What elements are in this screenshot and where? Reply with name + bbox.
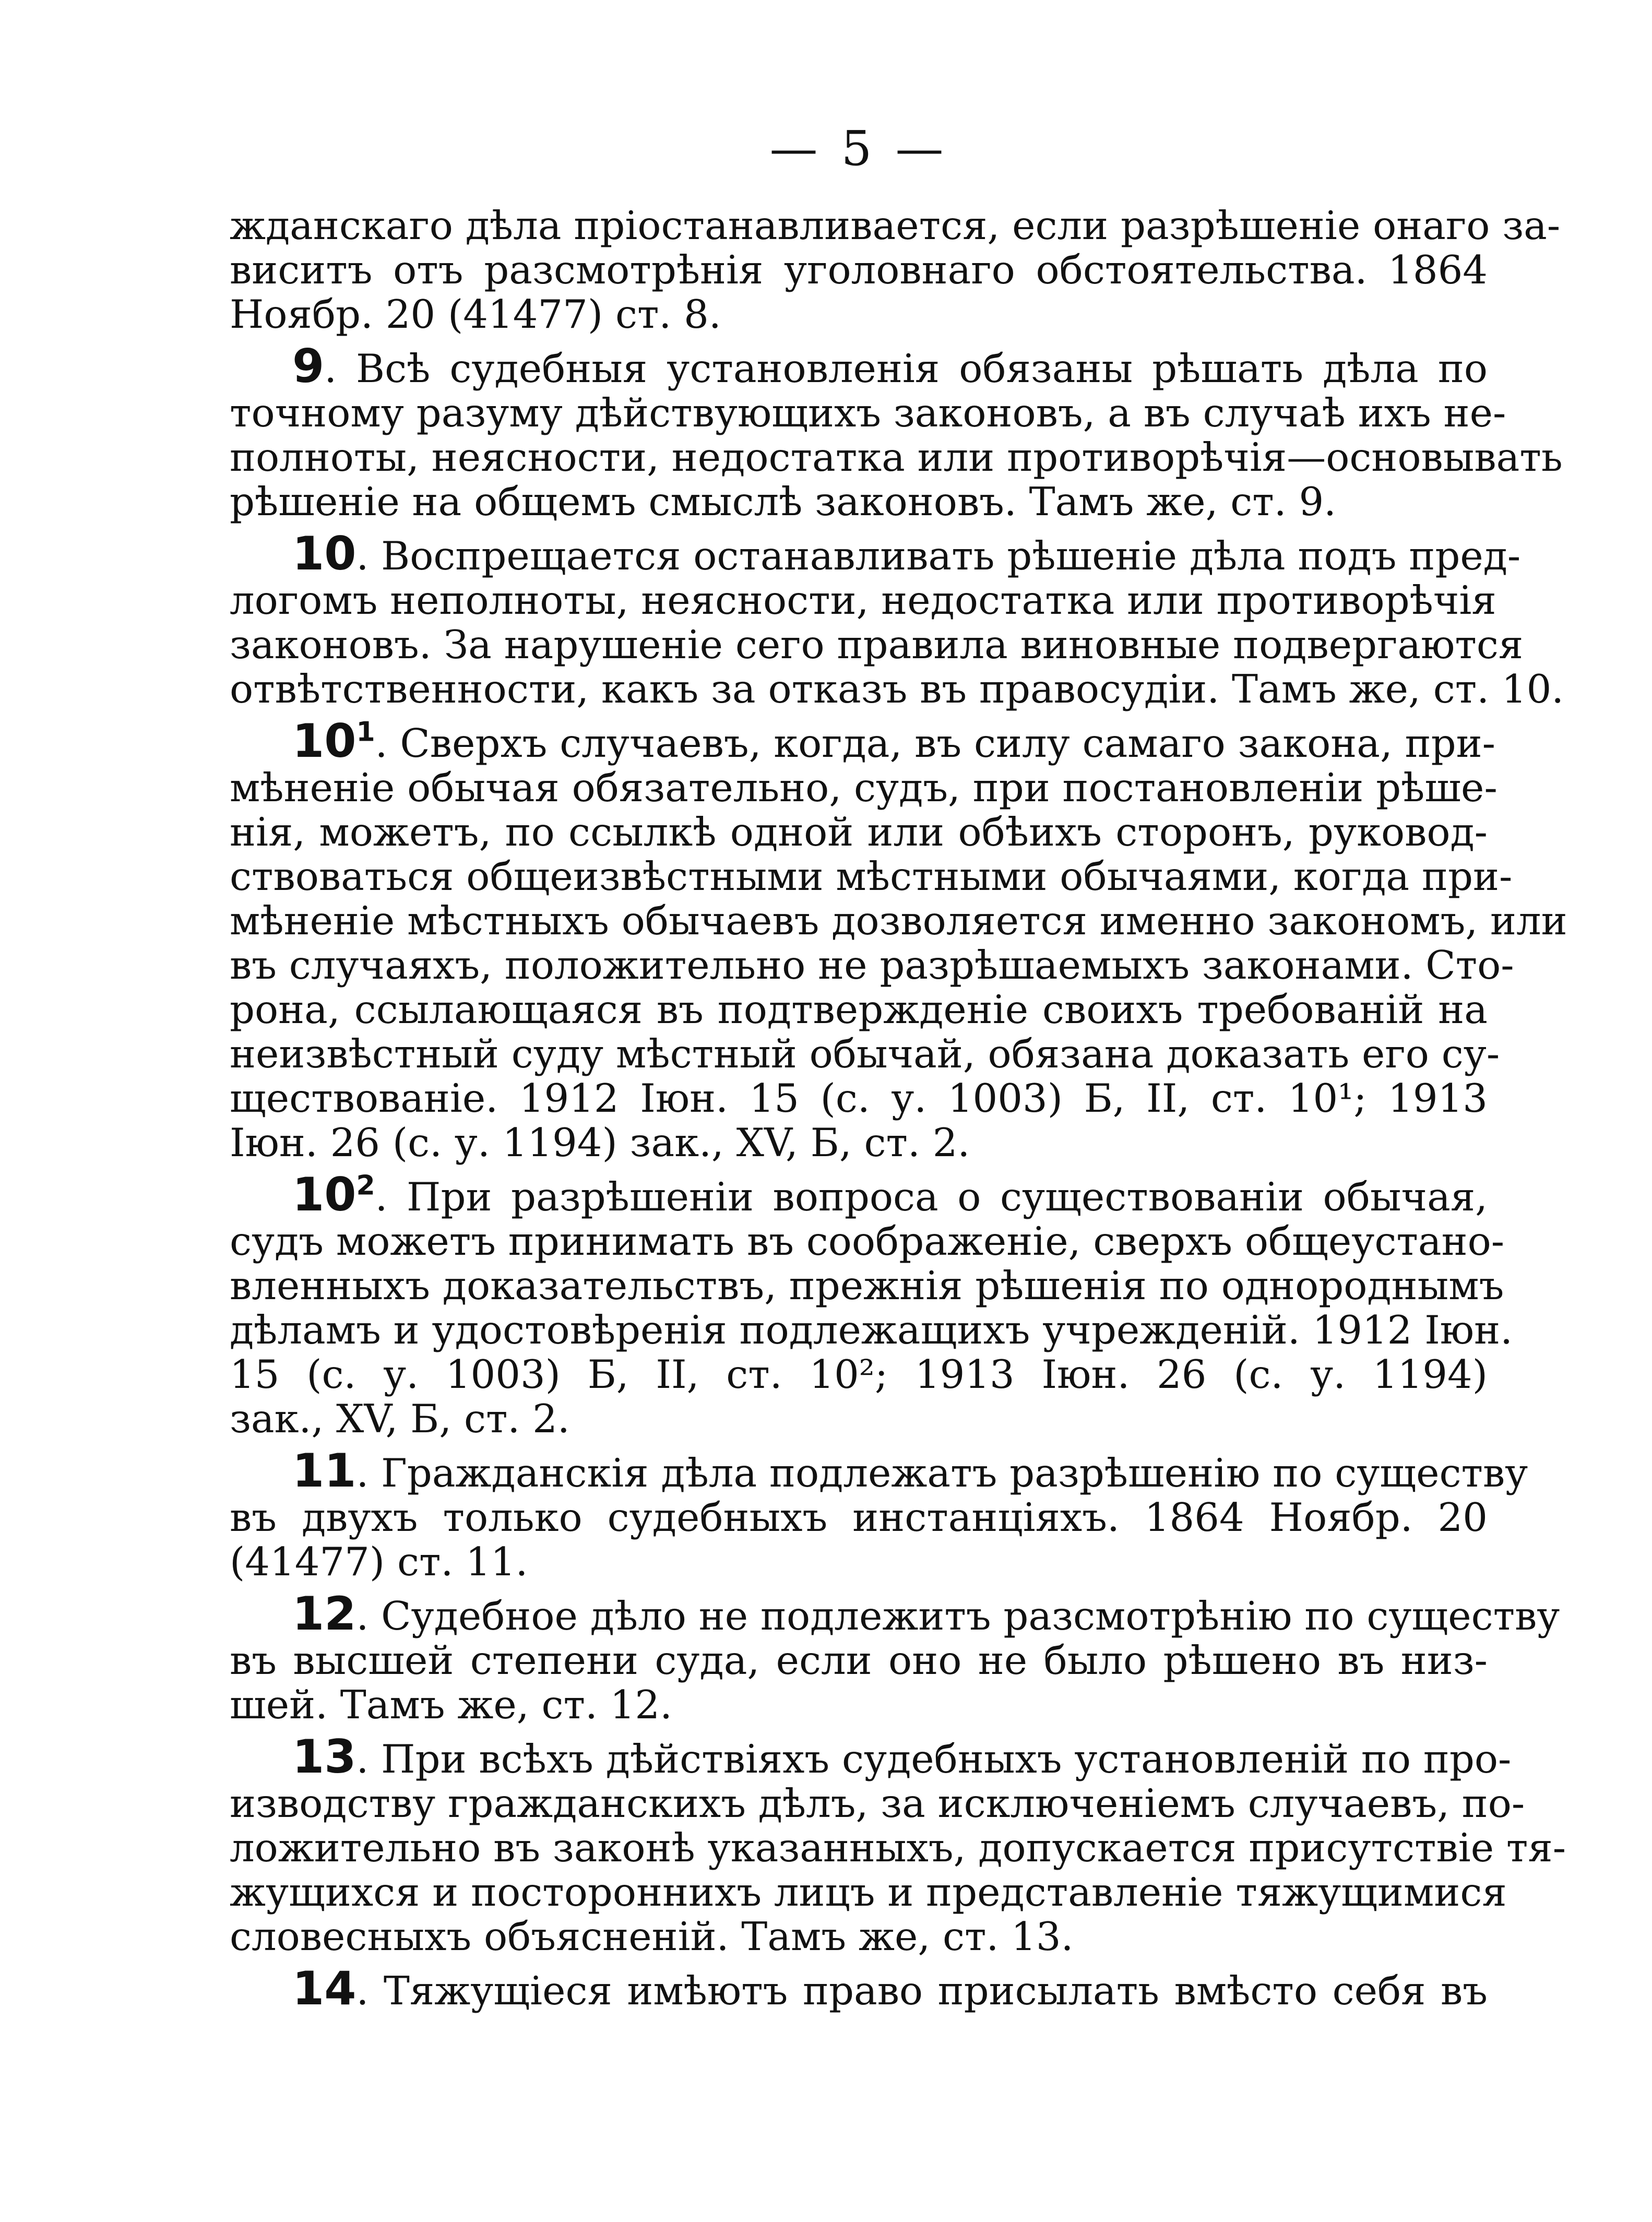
text-line: зак., XV, Б, ст. 2. [230, 1396, 570, 1442]
article-number-main: 10 [292, 1168, 356, 1221]
text-line: отвѣтственности, какъ за отказъ въ правосудіи. Тамъ же, ст. 10. [230, 666, 1564, 712]
article-number: 12 [292, 1587, 356, 1641]
text-segment: . Гражданскія дѣла подлежатъ разрѣшенію по существу [356, 1450, 1528, 1496]
text-line [230, 1730, 1512, 1784]
text-line: ствоваться общеизвѣстными мѣстными обычаями, когда при- [230, 853, 1513, 899]
text-line: нія, можетъ, по ссылкѣ одной или обѣихъ сторонъ, руковод- [230, 809, 1488, 855]
text-line: точному разуму дѣйствующихъ законовъ, а въ случаѣ ихъ не- [230, 390, 1506, 436]
text-line: шей. Тамъ же, ст. 12. [230, 1682, 672, 1728]
text-line: полноты, неясности, недостатка или противорѣчія—основывать [230, 434, 1563, 480]
text-line: 15 (с. у. 1003) Б, II, ст. 10²; 1913 Іюн. 26 (с. у. 1194) [230, 1351, 1488, 1397]
text-segment: . При разрѣшеніи вопроса о существованіи обычая, [375, 1174, 1488, 1220]
text-line: (41477) ст. 11. [230, 1539, 528, 1585]
article-12 [230, 1587, 1560, 1728]
text-line: вленныхъ доказательствъ, прежнія рѣшенія по однороднымъ [230, 1263, 1504, 1309]
text-line: ложительно въ законѣ указанныхъ, допускается присутствіе тя- [230, 1825, 1566, 1871]
article-number [292, 1168, 375, 1221]
text-line [230, 527, 1521, 580]
article-number-sup: 1 [356, 716, 375, 748]
text-line: ществованіе. 1912 Іюн. 15 (с. у. 1003) Б, II, ст. 10¹; 1913 [230, 1075, 1488, 1121]
text-line: виситъ отъ разсмотрѣнія уголовнаго обстоятельства. 1864 [230, 247, 1488, 293]
text-line [230, 1587, 1560, 1641]
text-line: въ высшей степени суда, если оно не было рѣшено въ низ- [230, 1637, 1488, 1683]
text-line: дѣламъ и удостовѣренія подлежащихъ учрежденій. 1912 Іюн. [230, 1307, 1513, 1353]
text-line [230, 1168, 1488, 1221]
text-segment: . При всѣхъ дѣйствіяхъ судебныхъ установленій по про- [356, 1736, 1512, 1782]
text-line: въ двухъ только судебныхъ инстанціяхъ. 1864 Ноябр. 20 [230, 1494, 1488, 1540]
article-number: 13 [292, 1730, 356, 1784]
text-line: Іюн. 26 (с. у. 1194) зак., XV, Б, ст. 2. [230, 1120, 970, 1166]
text-line: Ноябр. 20 (41477) ст. 8. [230, 291, 721, 337]
paragraph-continuation [230, 203, 1561, 337]
text-line: жданскаго дѣла пріостанавливается, если разрѣшеніе онаго за- [230, 203, 1561, 248]
text-line [230, 1962, 1488, 2015]
article-number: 10 [292, 527, 356, 580]
article-11 [230, 1444, 1528, 1585]
text-segment: . Судебное дѣло не подлежитъ разсмотрѣнію по существу [356, 1593, 1560, 1639]
page-number: — 5 — [769, 121, 948, 176]
text-line: рѣшеніе на общемъ смыслѣ законовъ. Тамъ же, ст. 9. [230, 479, 1336, 525]
article-number: 11 [292, 1444, 356, 1498]
article-number-main: 10 [292, 714, 356, 768]
article-number: 9 [292, 339, 325, 393]
article-number [292, 714, 375, 768]
book-page [230, 120, 1567, 2021]
text-line [230, 1444, 1528, 1498]
text-line: въ случаяхъ, положительно не разрѣшаемыхъ законами. Сто- [230, 942, 1514, 988]
text-line: логомъ неполноты, неясности, недостатка или противорѣчія [230, 577, 1496, 623]
text-segment: . Всѣ судебныя установленія обязаны рѣшать дѣла по [324, 346, 1488, 391]
article-10 [230, 527, 1564, 712]
text-line: жущихся и постороннихъ лицъ и представленіе тяжущимися [230, 1869, 1507, 1915]
text-line: мѣненіе мѣстныхъ обычаевъ дозволяется именно закономъ, или [230, 898, 1567, 944]
article-9 [230, 339, 1563, 525]
text-line: неизвѣстный суду мѣстный обычай, обязана доказать его су- [230, 1031, 1500, 1077]
text-segment: . Тяжущіеся имѣютъ право присылать вмѣсто себя въ [356, 1968, 1488, 2014]
text-line: рона, ссылающаяся въ подтвержденіе своихъ требованій на [230, 987, 1488, 1032]
article-10-1 [230, 714, 1567, 1166]
article-number-sup: 2 [356, 1170, 375, 1202]
article-number: 14 [292, 1962, 356, 2015]
text-segment: . Сверхъ случаевъ, когда, въ силу самаго закона, при- [375, 720, 1495, 766]
text-line: мѣненіе обычая обязательно, судъ, при постановленіи рѣше- [230, 765, 1498, 811]
text-line: словесныхъ объясненій. Тамъ же, ст. 13. [230, 1914, 1074, 1959]
text-line: судъ можетъ принимать въ соображеніе, сверхъ общеустано- [230, 1218, 1505, 1264]
text-line: изводству гражданскихъ дѣлъ, за исключеніемъ случаевъ, по- [230, 1780, 1525, 1826]
article-14 [230, 1962, 1488, 2015]
text-line: законовъ. За нарушеніе сего правила виновные подвергаются [230, 622, 1524, 668]
article-13 [230, 1730, 1566, 1959]
article-10-2 [230, 1168, 1513, 1442]
text-line [230, 339, 1488, 393]
text-segment: . Воспрещается останавливать рѣшеніе дѣла подъ пред- [356, 533, 1521, 579]
text-line [230, 714, 1495, 768]
